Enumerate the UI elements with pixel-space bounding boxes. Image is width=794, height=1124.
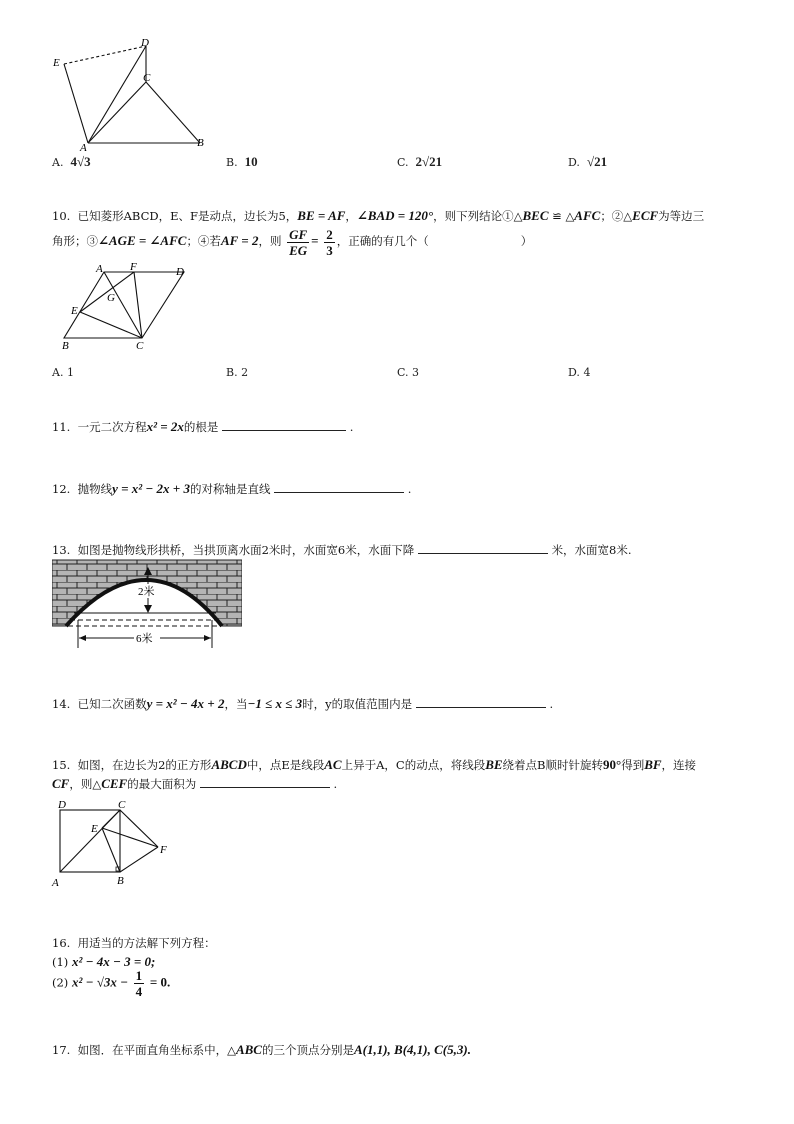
q13-line: 13. 如图是抛物线形拱桥，当拱顶离水面2米时，水面宽6米，水面下降 米，水面宽8米. bbox=[52, 543, 632, 557]
q10-fraction-gf-eg: $\frac{GF}{EG}$ bbox=[289, 226, 308, 258]
q9-option-c[interactable]: C. 2√21 bbox=[397, 154, 443, 169]
q15-line-1: 15. 如图，在边长为2的正方形ABCD中，点E是线段AC上异于A，C的动点，将线段BE绕着点B顺时针旋转90°得到BF，连接 bbox=[52, 757, 697, 772]
q10-rhombus-figure bbox=[56, 262, 196, 352]
fig2-label-c: C bbox=[136, 340, 144, 352]
q10-line-1: 10. 已知菱形ABCD，E、F是动点，边长为5，BE = AF，∠BAD = 120°，则下列结论①△BEC ≌ △AFC；②△ECF为等边三 bbox=[52, 208, 705, 223]
q9-option-d[interactable]: D. √21 bbox=[568, 154, 608, 169]
fig2-label-f: F bbox=[130, 262, 137, 273]
q11-line: 11. 一元二次方程x² = 2x的根是 . bbox=[52, 419, 354, 434]
q12-line: 12. 抛物线y = x² − 2x + 3的对称轴是直线 . bbox=[52, 481, 412, 496]
q16-part-2: (2) x² − √3x − $\frac{1}{4}$ = 0. bbox=[52, 968, 171, 999]
q11-answer-blank[interactable] bbox=[222, 418, 346, 431]
q16-line: 16. 用适当的方法解下列方程： bbox=[52, 936, 216, 950]
q13-answer-blank[interactable] bbox=[418, 541, 548, 554]
q15-square-figure bbox=[50, 798, 180, 890]
q9-option-b[interactable]: B. 10 bbox=[226, 154, 258, 169]
q15-answer-blank[interactable] bbox=[200, 775, 330, 788]
q12-answer-blank[interactable] bbox=[274, 480, 404, 493]
fig1-label-e: E bbox=[53, 57, 60, 69]
fig4-label-b: B bbox=[117, 875, 124, 887]
fig1-label-c: C bbox=[143, 72, 151, 84]
fig1-label-d: D bbox=[141, 37, 149, 49]
fig4-label-e: E bbox=[91, 823, 98, 835]
q10-fraction-2-3: $\frac{2}{3}$ bbox=[326, 226, 333, 258]
fig2-label-g: G bbox=[107, 292, 115, 304]
fig4-label-c: C bbox=[118, 799, 126, 811]
q10-line-2: 角形；③∠AGE = ∠AFC；④若AF = 2，则 $\frac{GF}{EG}$ = $\frac{2}{3}$ ，正确的有几个（ ） bbox=[52, 226, 533, 258]
q13-arch-bridge-figure bbox=[52, 558, 242, 652]
fig1-label-a: A bbox=[80, 142, 87, 152]
fig4-label-d: D bbox=[58, 799, 66, 811]
fig2-label-d: D bbox=[176, 266, 184, 278]
q16-part-1: (1) x² − 4x − 3 = 0; bbox=[52, 954, 156, 969]
q13-label-width: 6米 bbox=[136, 633, 153, 645]
q10-option-c[interactable]: C. 3 bbox=[397, 366, 420, 379]
q10-option-d[interactable]: D. 4 bbox=[568, 366, 591, 379]
fig4-label-f: F bbox=[160, 844, 167, 856]
fig2-label-e: E bbox=[71, 305, 78, 317]
fig4-label-a: A bbox=[52, 877, 59, 889]
q9-option-a[interactable]: A. 4√3 bbox=[52, 154, 91, 169]
q15-line-2: CF，则△CEF的最大面积为 . bbox=[52, 776, 338, 791]
fig1-label-b: B bbox=[197, 137, 204, 149]
q14-answer-blank[interactable] bbox=[416, 695, 546, 708]
q9-figure bbox=[50, 36, 210, 152]
q10-option-a[interactable]: A. 1 bbox=[52, 366, 74, 379]
fig2-label-a: A bbox=[96, 263, 103, 275]
q16-fraction-1-4: $\frac{1}{4}$ bbox=[135, 968, 143, 999]
q13-label-height: 2米 bbox=[138, 586, 155, 598]
q14-line: 14. 已知二次函数y = x² − 4x + 2，当−1 ≤ x ≤ 3时，y的取值范围内是 . bbox=[52, 696, 554, 711]
fig2-label-b: B bbox=[62, 340, 69, 352]
q10-option-b[interactable]: B. 2 bbox=[226, 366, 249, 379]
q17-line: 17. 如图．在平面直角坐标系中，△ABC的三个顶点分别是A(1,1), B(4,1), C(5,3). bbox=[52, 1042, 471, 1057]
